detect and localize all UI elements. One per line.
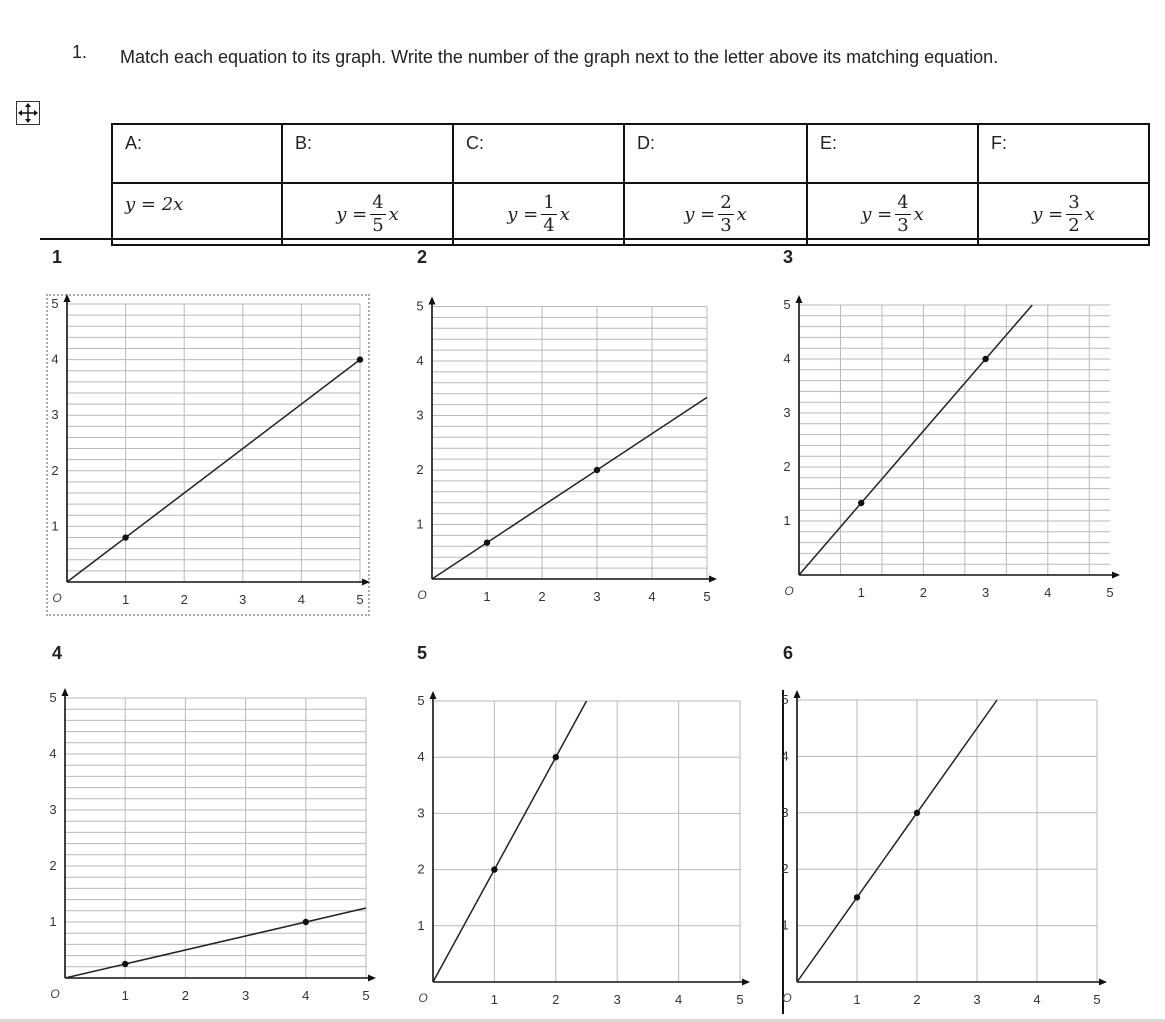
- fraction-numerator: 1: [543, 191, 555, 213]
- fraction-numerator: 4: [897, 191, 909, 213]
- x-tick-label: 1: [857, 585, 865, 600]
- x-tick-label: 5: [1093, 992, 1101, 1007]
- x-tick-label: 2: [552, 992, 560, 1007]
- origin-label: O: [418, 991, 428, 1005]
- x-tick-label: 1: [490, 992, 499, 1007]
- y-tick-label: 2: [417, 861, 425, 877]
- y-tick-label: 3: [51, 407, 59, 423]
- y-tick-label: 3: [417, 805, 425, 821]
- y-tick-label: 4: [51, 351, 59, 367]
- cell-letter-a[interactable]: A:: [112, 124, 282, 183]
- cell-letter-e[interactable]: E:: [807, 124, 978, 183]
- equation-variable: x: [913, 203, 924, 225]
- x-tick-label: 3: [613, 992, 621, 1007]
- x-tick-label: 5: [356, 592, 364, 607]
- x-tick-label: 3: [973, 992, 981, 1007]
- y-tick-label: 2: [49, 858, 57, 873]
- y-tick-label: 3: [783, 405, 791, 420]
- question-text: Match each equation to its graph. Write the number of the graph next to the letter above its matching equation.: [120, 47, 999, 67]
- data-point: [914, 810, 920, 816]
- x-tick-label: 3: [241, 988, 250, 1003]
- x-tick-label: 5: [703, 589, 711, 604]
- fraction-numerator: 3: [1068, 191, 1080, 213]
- y-tick-label: 4: [49, 746, 57, 761]
- graph-label-5: 5: [417, 643, 428, 663]
- x-tick-label: 5: [362, 988, 370, 1003]
- origin-label: O: [50, 987, 60, 1001]
- x-tick-label: 2: [919, 585, 928, 600]
- equation-variable: x: [1084, 203, 1095, 225]
- question-number: 1.: [72, 42, 88, 62]
- y-tick-label: 5: [51, 296, 59, 311]
- cell-letter-c[interactable]: C:: [453, 124, 624, 183]
- y-tick-label: 1: [49, 914, 57, 929]
- x-tick-label: 1: [483, 589, 491, 604]
- x-tick-label: 3: [981, 585, 990, 600]
- y-tick-label: 3: [416, 407, 424, 423]
- data-point: [854, 894, 860, 900]
- x-tick-label: 4: [1033, 992, 1041, 1007]
- y-tick-label: 5: [781, 692, 789, 707]
- x-tick-label: 4: [297, 592, 306, 607]
- y-tick-label: 2: [416, 462, 424, 477]
- x-tick-label: 2: [913, 992, 921, 1007]
- graph-label-1: 1: [52, 247, 63, 267]
- x-tick-label: 5: [736, 992, 744, 1007]
- x-tick-label: 2: [538, 589, 546, 604]
- x-tick-label: 4: [1044, 585, 1052, 600]
- y-tick-label: 4: [416, 353, 424, 368]
- graph-label-2: 2: [417, 247, 428, 267]
- fraction-numerator: 4: [372, 191, 384, 213]
- origin-label: O: [52, 591, 62, 605]
- equation-lhs: y =: [1032, 203, 1064, 225]
- fraction-denominator: 4: [543, 214, 555, 236]
- y-tick-label: 5: [416, 298, 424, 314]
- y-tick-label: 5: [417, 693, 425, 708]
- y-tick-label: 5: [783, 297, 791, 312]
- x-tick-label: 4: [648, 589, 656, 604]
- y-tick-label: 1: [416, 516, 424, 532]
- origin-label: O: [417, 588, 427, 602]
- series-line: [797, 700, 997, 982]
- equation-lhs: y =: [125, 194, 156, 215]
- fraction-denominator: 3: [897, 214, 909, 236]
- x-tick-label: 3: [239, 592, 247, 607]
- cell-letter-f[interactable]: F:: [978, 124, 1149, 183]
- y-axis-arrow-icon: [794, 690, 801, 698]
- equation-variable: x: [173, 194, 184, 215]
- x-tick-label: 2: [180, 592, 188, 607]
- x-tick-label: 1: [121, 592, 130, 607]
- y-tick-label: 2: [783, 459, 791, 474]
- cell-letter-d[interactable]: D:: [624, 124, 807, 183]
- y-tick-label: 3: [781, 804, 789, 820]
- x-tick-label: 1: [121, 988, 129, 1003]
- equation-coefficient: 2: [161, 194, 174, 215]
- graph-label-3: 3: [783, 247, 794, 267]
- y-tick-label: 4: [781, 748, 789, 764]
- x-tick-label: 4: [674, 992, 683, 1007]
- graph-label-4: 4: [52, 643, 63, 663]
- fraction-denominator: 2: [1068, 214, 1080, 236]
- x-tick-label: 2: [181, 988, 190, 1003]
- y-tick-label: 5: [49, 690, 57, 705]
- x-tick-label: 3: [593, 589, 601, 604]
- equation-lhs: y =: [861, 203, 893, 225]
- origin-label: O: [784, 584, 794, 598]
- equation-variable: x: [388, 203, 399, 225]
- y-tick-label: 1: [781, 917, 789, 933]
- fraction-denominator: 3: [720, 214, 732, 236]
- y-tick-label: 1: [783, 513, 791, 528]
- cell-letter-b[interactable]: B:: [282, 124, 453, 183]
- fraction-denominator: 5: [372, 214, 384, 236]
- x-tick-label: 4: [302, 988, 310, 1003]
- x-tick-label: 1: [853, 992, 861, 1007]
- y-tick-label: 4: [783, 351, 791, 366]
- y-tick-label: 3: [49, 802, 57, 817]
- y-tick-label: 1: [51, 518, 59, 534]
- x-tick-label: 5: [1106, 585, 1114, 600]
- equation-lhs: y =: [507, 203, 539, 225]
- fraction-numerator: 2: [720, 191, 732, 213]
- graph-label-6: 6: [783, 643, 794, 663]
- equation-lhs: y =: [684, 203, 716, 225]
- y-tick-label: 4: [417, 749, 425, 765]
- y-tick-label: 1: [417, 917, 425, 933]
- y-tick-label: 2: [51, 462, 59, 478]
- equation-variable: x: [559, 203, 570, 225]
- equation-variable: x: [736, 203, 747, 225]
- y-tick-label: 2: [781, 861, 789, 877]
- equation-lhs: y =: [336, 203, 368, 225]
- x-axis-arrow-icon: [1099, 979, 1107, 986]
- origin-label: O: [782, 991, 792, 1005]
